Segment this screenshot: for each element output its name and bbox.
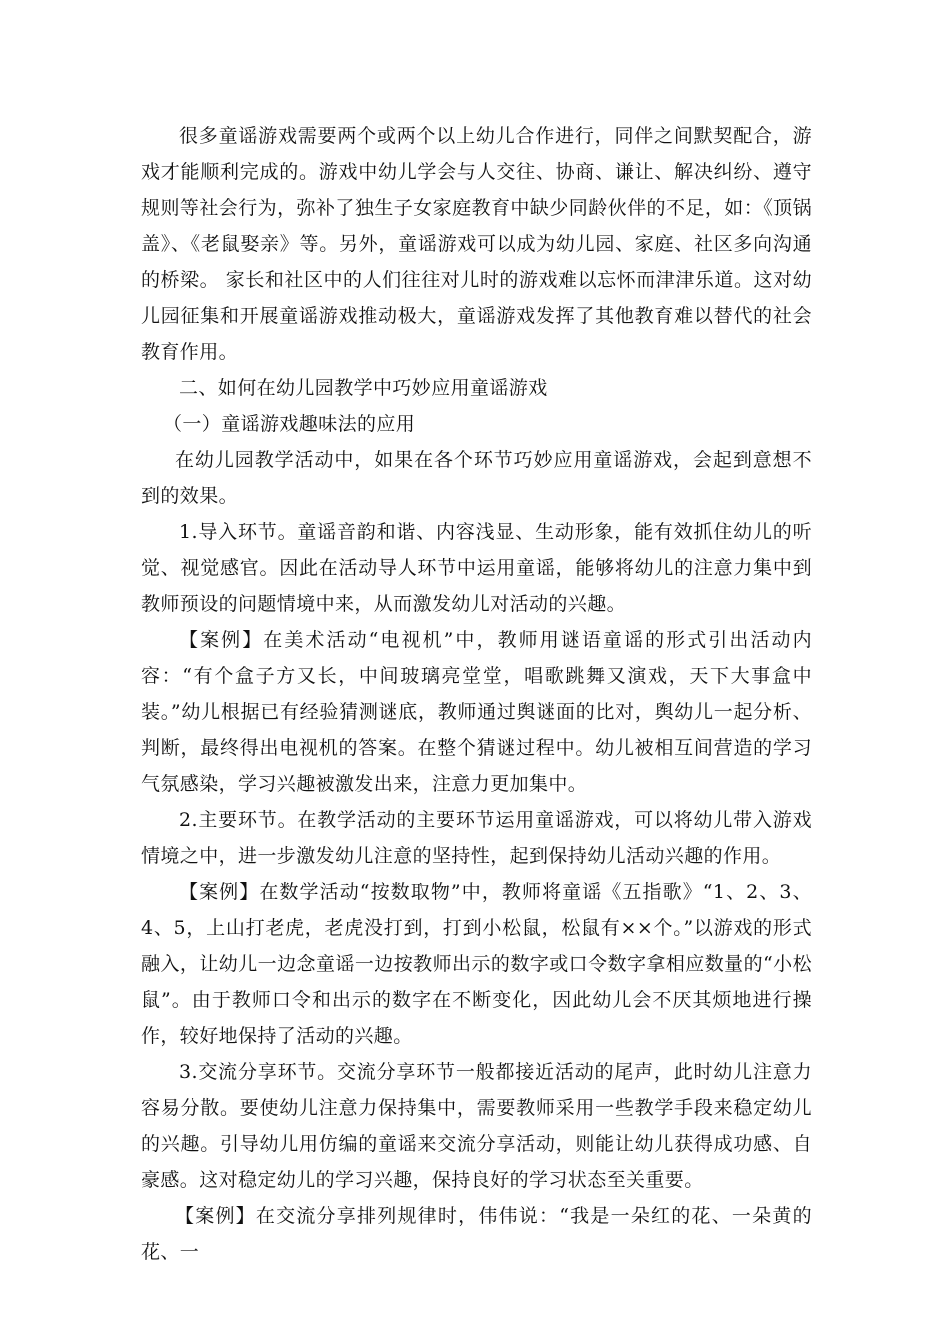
paragraph-case-2: 【案例】在数学活动“按数取物”中，教师将童谣《五指歌》“1、2、3、4、5，上山打老虎，老虎没打到，打到小松鼠，松鼠有××个。”以游戏的形式融入，让幼儿一边念童谣一边按教师出示的数字或口令数字拿相应数量的“小松鼠”。由于教师口令和出示的数字在不断变化，因此幼儿会不厌其烦地进行操作，较好地保持了活动的兴趣。 bbox=[141, 881, 812, 1047]
paragraph-intro: 在幼儿园教学活动中，如果在各个环节巧妙应用童谣游戏，会起到意想不到的效果。 bbox=[141, 449, 812, 507]
document-body bbox=[141, 118, 812, 1270]
paragraph-social-role: 很多童谣游戏需要两个或两个以上幼儿合作进行，同伴之间默契配合，游戏才能顺利完成的。游戏中幼儿学会与人交往、协商、谦让、解决纠纷、遵守规则等社会行为，弥补了独生子女家庭教育中缺少同龄伙伴的不足，如：《顶锅盖》、《老鼠娶亲》等。另外，童谣游戏可以成为幼儿园、家庭、社区多向沟通的桥梁。 家长和社区中的人们往往对儿时的游戏难以忘怀而津津乐道。这对幼儿园征集和开展童谣游戏推动极大，童谣游戏发挥了其他教育难以替代的社会教育作用。 bbox=[141, 125, 812, 363]
subsection-heading-1: （一）童谣游戏趣味法的应用 bbox=[163, 413, 416, 435]
paragraph-case-1: 【案例】在美术活动“电视机”中，教师用谜语童谣的形式引出活动内容：“有个盒子方又长，中间玻璃亮堂堂，唱歌跳舞又演戏，天下大事盒中装。”幼儿根据已有经验猜测谜底，教师通过舆谜面的比对，舆幼儿一起分析、判断，最终得出电视机的答案。在整个猜谜过程中。幼儿被相互间营造的学习气氛感染，学习兴趣被激发出来，注意力更加集中。 bbox=[141, 629, 812, 795]
paragraph-step-3: 3.交流分享环节。交流分享环节一般都接近活动的尾声，此时幼儿注意力容易分散。要使幼儿注意力保持集中，需要教师采用一些教学手段来稳定幼儿的兴趣。引导幼儿用仿编的童谣来交流分享活动，则能让幼儿获得成功感、自豪感。这对稳定幼儿的学习兴趣，保持良好的学习状态至关重要。 bbox=[141, 1061, 812, 1191]
section-heading-2: 二、如何在幼儿园教学中巧妙应用童谣游戏 bbox=[179, 377, 548, 399]
paragraph-step-2: 2.主要环节。在教学活动的主要环节运用童谣游戏，可以将幼儿带入游戏情境之中，进一步激发幼儿注意的坚持性，起到保持幼儿活动兴趣的作用。 bbox=[141, 809, 812, 867]
paragraph-step-1: 1.导入环节。童谣音韵和谐、内容浅显、生动形象，能有效抓住幼儿的听觉、视觉感官。因此在活动导人环节中运用童谣，能够将幼儿的注意力集中到教师预设的问题情境中来，从而激发幼儿对活动的兴趣。 bbox=[141, 521, 812, 615]
paragraph-case-3: 【案例】在交流分享排列规律时，伟伟说：“我是一朵红的花、一朵黄的花、一 bbox=[141, 1205, 812, 1263]
